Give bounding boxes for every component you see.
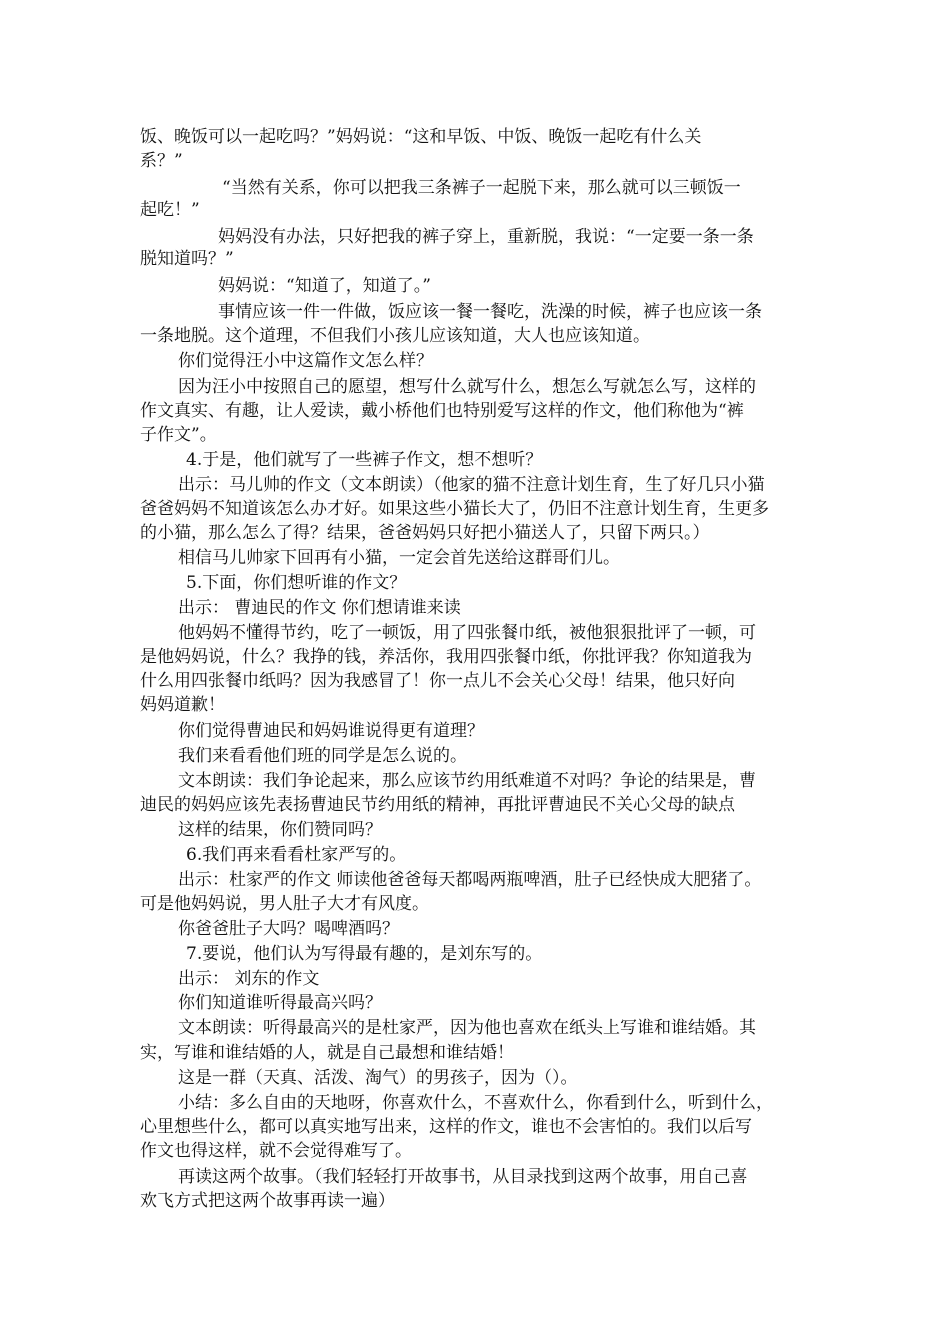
text-line: 心里想些什么，都可以真实地写出来，这样的作文，谁也不会害怕的。我们以后写 — [140, 1117, 752, 1137]
text-line: 你爸爸肚子大吗？喝啤酒吗？ — [178, 919, 399, 939]
text-line: 脱知道吗？” — [140, 249, 234, 269]
text-line: 可是他妈妈说，男人肚子大才有风度。 — [140, 894, 429, 914]
text-line: 再读这两个故事。（我们轻轻打开故事书，从目录找到这两个故事，用自己喜 — [178, 1167, 748, 1187]
text-line: 文本朗读：听得最高兴的是杜家严，因为他也喜欢在纸头上写谁和谁结婚。其 — [178, 1018, 756, 1038]
text-line: 饭、晚饭可以一起吃吗？”妈妈说：“这和早饭、中饭、晚饭一起吃有什么关 — [140, 127, 702, 147]
text-line: 的小猫，那么怎么了得？结果，爸爸妈妈只好把小猫送人了，只留下两只。） — [140, 523, 710, 543]
text-line: 我们来看看他们班的同学是怎么说的。 — [178, 746, 467, 766]
text-line: 这样的结果，你们赞同吗？ — [178, 820, 382, 840]
text-line: 出示： 刘东的作文 — [178, 969, 320, 989]
text-line: 7.要说，他们认为写得最有趣的，是刘东写的。 — [186, 944, 543, 964]
text-line: “当然有关系，你可以把我三条裤子一起脱下来，那么就可以三顿饭一 — [222, 178, 741, 198]
text-line: 5.下面，你们想听谁的作文？ — [186, 573, 407, 593]
text-line: 你们知道谁听得最高兴吗？ — [178, 993, 382, 1013]
text-line: 出示：杜家严的作文 师读他爸爸每天都喝两瓶啤酒，肚子已经快成大肥猪了。 — [178, 870, 762, 890]
text-line: 实，写谁和谁结婚的人，就是自己最想和谁结婚！ — [140, 1043, 514, 1063]
text-line: 事情应该一件一件做，饭应该一餐一餐吃，洗澡的时候，裤子也应该一条 — [218, 302, 762, 322]
text-line: 6.我们再来看看杜家严写的。 — [186, 845, 407, 865]
text-line: 妈妈道歉！ — [140, 695, 225, 715]
text-line: 出示： 曹迪民的作文 你们想请谁来读 — [178, 598, 461, 618]
text-line: 起吃！” — [140, 200, 200, 220]
text-line: 他妈妈不懂得节约，吃了一顿饭，用了四张餐巾纸，被他狠狠批评了一顿，可 — [178, 623, 756, 643]
text-line: 4.于是，他们就写了一些裤子作文，想不想听？ — [186, 450, 543, 470]
text-line: 作文也得这样，就不会觉得难写了。 — [140, 1141, 412, 1161]
text-line: 你们觉得曹迪民和妈妈谁说得更有道理？ — [178, 721, 484, 741]
text-line: 爸爸妈妈不知道该怎么办才好。如果这些小猫长大了，仍旧不注意计划生育，生更多 — [140, 499, 769, 519]
text-line: 出示：马儿帅的作文（文本朗读）（他家的猫不注意计划生育，生了好几只小猫 — [178, 475, 765, 495]
text-line: 迪民的妈妈应该先表扬曹迪民节约用纸的精神，再批评曹迪民不关心父母的缺点 — [140, 795, 735, 815]
text-line: 子作文”。 — [140, 425, 217, 445]
text-line: 是他妈妈说，什么？我挣的钱，养活你，我用四张餐巾纸，你批评我？你知道我为 — [140, 647, 752, 667]
text-line: 你们觉得汪小中这篇作文怎么样？ — [178, 351, 433, 371]
text-line: 一条地脱。这个道理，不但我们小孩儿应该知道，大人也应该知道。 — [140, 326, 650, 346]
text-line: 相信马儿帅家下回再有小猫，一定会首先送给这群哥们儿。 — [178, 548, 620, 568]
text-line: 因为汪小中按照自己的愿望，想写什么就写什么，想怎么写就怎么写，这样的 — [178, 377, 756, 397]
text-line: 欢飞方式把这两个故事再读一遍） — [140, 1191, 395, 1211]
text-line: 妈妈说：“知道了，知道了。” — [218, 276, 431, 296]
text-line: 这是一群（天真、活泼、淘气）的男孩子，因为（）。 — [178, 1068, 578, 1088]
text-line: 文本朗读：我们争论起来，那么应该节约用纸难道不对吗？争论的结果是，曹 — [178, 771, 756, 791]
text-line: 系？” — [140, 151, 183, 171]
text-line: 作文真实、有趣，让人爱读，戴小桥他们也特别爱写这样的作文，他们称他为“裤 — [140, 401, 744, 421]
text-line: 什么用四张餐巾纸吗？因为我感冒了！你一点儿不会关心父母！结果，他只好向 — [140, 671, 735, 691]
text-line: 小结：多么自由的天地呀，你喜欢什么，不喜欢什么，你看到什么，听到什么， — [178, 1093, 773, 1113]
text-line: 妈妈没有办法，只好把我的裤子穿上，重新脱，我说：“一定要一条一条 — [218, 227, 754, 247]
